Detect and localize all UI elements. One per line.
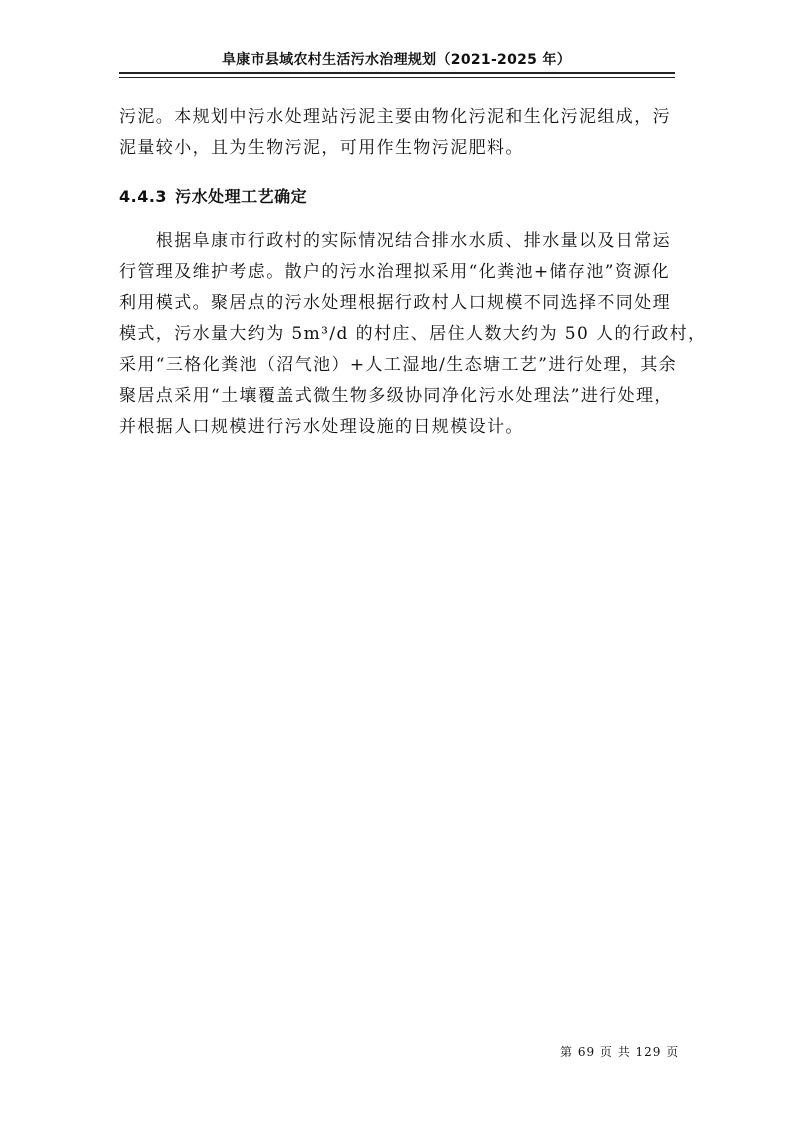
section-title: 污水处理工艺确定 — [175, 187, 308, 206]
section-number: 4.4.3 — [119, 187, 168, 206]
paragraph-line: 污泥。本规划中污水处理站污泥主要由物化污泥和生化污泥组成，污 — [119, 107, 671, 127]
page-number: 第 69 页 共 129 页 — [560, 1045, 680, 1059]
paragraph-sludge — [119, 102, 675, 164]
paragraph-line: 并根据人口规模进行污水处理设施的日规模设计。 — [119, 417, 524, 437]
paragraph-line: 模式，污水量大约为 5m³/d 的村庄、居住人数大约为 50 人的行政村， — [119, 324, 707, 344]
paragraph-line: 利用模式。聚居点的污水处理根据行政村人口规模不同选择不同处理 — [119, 293, 671, 313]
paragraph-line: 泥量较小，且为生物污泥，可用作生物污泥肥料。 — [119, 138, 524, 158]
paragraph-process — [119, 226, 707, 443]
paragraph-line: 采用“三格化粪池（沼气池）+人工湿地/生态塘工艺”进行处理，其余 — [119, 355, 678, 375]
paragraph-line: 行管理及维护考虑。散户的污水治理拟采用“化粪池+储存池”资源化 — [119, 262, 671, 282]
section-heading — [119, 184, 307, 207]
paragraph-line: 根据阜康市行政村的实际情况结合排水水质、排水量以及日常运 — [119, 231, 671, 251]
header-rule-thick — [119, 72, 675, 74]
document-title: 阜康市县域农村生活污水治理规划（2021-2025 年） — [221, 52, 571, 68]
header-rule-thin — [119, 77, 675, 78]
paragraph-line: 聚居点采用“土壤覆盖式微生物多级协同净化污水处理法”进行处理， — [119, 386, 673, 406]
